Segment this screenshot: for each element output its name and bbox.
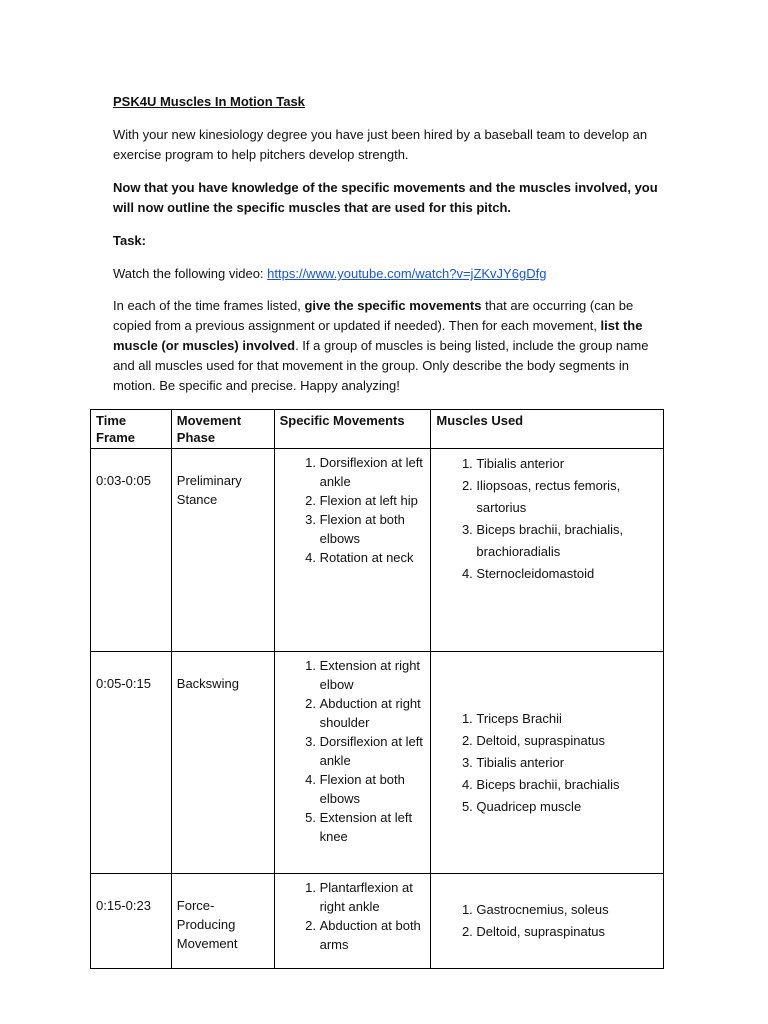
instr-text-a: In each of the time frames listed, <box>113 298 305 313</box>
movement-phase-cell: Preliminary Stance <box>171 449 274 652</box>
muscle-item: 2. Iliopsoas, rectus femoris, sartorius <box>476 475 658 519</box>
table-header-row <box>91 410 664 449</box>
muscle-item: 4. Biceps brachii, brachialis <box>476 774 658 796</box>
muscle-item: 4. Sternocleidomastoid <box>476 563 658 585</box>
header-time-frame: Time Frame <box>91 410 172 449</box>
movement-item: 3. Flexion at both elbows <box>320 510 426 548</box>
movement-phase-cell: Force-Producing Movement <box>171 874 274 969</box>
muscle-item: 1. Gastrocnemius, soleus <box>476 899 658 921</box>
movement-item: 4. Flexion at both elbows <box>320 770 426 808</box>
movement-phase-cell: Backswing <box>171 652 274 874</box>
muscles-used-cell <box>431 449 664 652</box>
time-frame-cell: 0:05-0:15 <box>91 652 172 874</box>
header-muscles-used: Muscles Used <box>431 410 664 449</box>
table-row <box>91 449 664 652</box>
muscles-used-cell <box>431 652 664 874</box>
header-movement-phase: Movement Phase <box>171 410 274 449</box>
movement-item: 2. Abduction at right shoulder <box>320 694 426 732</box>
muscle-item: 3. Tibialis anterior <box>476 752 658 774</box>
instructions-paragraph <box>113 296 658 396</box>
muscles-table <box>90 409 664 969</box>
muscle-item: 1. Tibialis anterior <box>476 453 658 475</box>
task-label: Task: <box>113 233 146 248</box>
video-prefix: Watch the following video: <box>113 266 268 281</box>
muscle-item: 2. Deltoid, supraspinatus <box>476 921 658 943</box>
table-row <box>91 874 664 969</box>
instr-text-c: that are occurring (can be copied from a previous assignment or updated if needed). Then for each movement, <box>113 298 634 333</box>
movement-item: 1. Extension at right elbow <box>320 656 426 694</box>
video-line <box>113 264 658 284</box>
movement-item: 2. Flexion at left hip <box>320 491 426 510</box>
instr-bold-d: list the muscle (or muscles) involved <box>113 318 643 353</box>
muscle-item: 5. Quadricep muscle <box>476 796 658 818</box>
header-specific-movements: Specific Movements <box>274 410 431 449</box>
time-frame-cell: 0:03-0:05 <box>91 449 172 652</box>
bold-instruction: Now that you have knowledge of the specific movements and the muscles involved, you will now outline the specific muscles that are used for this pitch. <box>113 180 658 215</box>
muscle-item: 3. Biceps brachii, brachialis, brachioradialis <box>476 519 658 563</box>
video-link[interactable]: https://www.youtube.com/watch?v=jZKvJY6gDfg <box>267 266 547 281</box>
instr-text-e: . If a group of muscles is being listed, include the group name and all muscles used for that movement in the group. Only describe the body segments in motion. Be specific and precise. Happy analyzing! <box>113 338 649 393</box>
movement-item: 1. Dorsiflexion at left ankle <box>320 453 426 491</box>
time-frame-cell: 0:15-0:23 <box>91 874 172 969</box>
instr-bold-b: give the specific movements <box>304 298 482 313</box>
movement-item: 5. Extension at left knee <box>320 808 426 846</box>
movement-item: 2. Abduction at both arms <box>320 916 426 954</box>
specific-movements-cell <box>274 449 431 652</box>
muscles-used-cell <box>431 874 664 969</box>
movement-item: 1. Plantarflexion at right ankle <box>320 878 426 916</box>
table-row <box>91 652 664 874</box>
movement-item: 3. Dorsiflexion at left ankle <box>320 732 426 770</box>
specific-movements-cell <box>274 874 431 969</box>
muscle-item: 2. Deltoid, supraspinatus <box>476 730 658 752</box>
muscle-item: 1. Triceps Brachii <box>476 708 658 730</box>
document-title: PSK4U Muscles In Motion Task <box>113 94 305 109</box>
specific-movements-cell <box>274 652 431 874</box>
movement-item: 4. Rotation at neck <box>320 548 426 567</box>
intro-paragraph: With your new kinesiology degree you have just been hired by a baseball team to develop an exercise program to help pitchers develop strength. <box>113 127 648 162</box>
